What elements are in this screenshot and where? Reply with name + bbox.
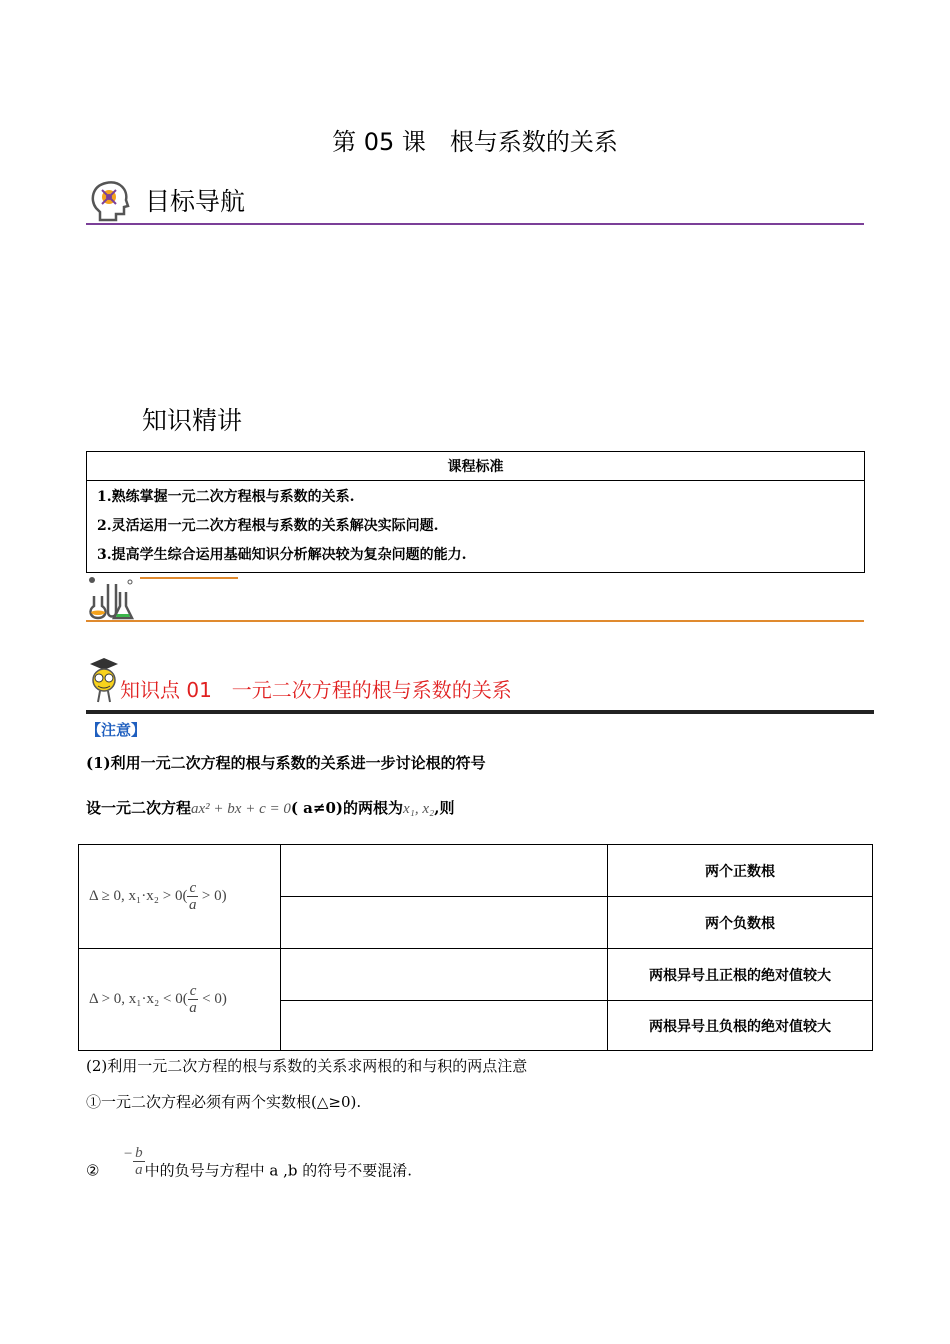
denominator: a bbox=[189, 1000, 197, 1016]
text: ,则 bbox=[434, 799, 455, 817]
course-standard-table bbox=[86, 451, 865, 573]
condition: Δ > 0, x₁·x₂ < 0( bbox=[89, 990, 188, 1007]
empty-cell bbox=[281, 1001, 608, 1051]
condition-cell bbox=[79, 949, 281, 1051]
result-cell: 两个负数根 bbox=[608, 897, 873, 949]
equation: ax² + bx + c = 0 bbox=[191, 801, 291, 817]
result-cell: 两根异号且负根的绝对值较大 bbox=[608, 1001, 873, 1051]
table-header: 课程标准 bbox=[87, 452, 865, 481]
text: ( a≠0)的两根为 bbox=[290, 799, 404, 817]
result-cell: 两个正数根 bbox=[608, 845, 873, 897]
denominator: a bbox=[135, 1162, 143, 1178]
text: ② bbox=[86, 1161, 100, 1180]
paragraph bbox=[86, 1145, 413, 1188]
knowledge-point-heading: 知识点 01 一元二次方程的根与系数的关系 bbox=[120, 678, 512, 702]
minus-sign: − bbox=[123, 1145, 134, 1162]
numerator: c bbox=[189, 983, 197, 999]
note-label: 【注意】 bbox=[86, 721, 147, 739]
divider bbox=[86, 710, 874, 714]
condition: > 0) bbox=[198, 887, 227, 904]
denominator: a bbox=[189, 897, 197, 913]
empty-cell bbox=[281, 845, 608, 897]
divider bbox=[86, 620, 864, 622]
condition: < 0) bbox=[198, 990, 227, 1007]
divider bbox=[140, 577, 238, 579]
numerator: c bbox=[189, 880, 197, 896]
knowledge-heading: 知识精讲 bbox=[142, 406, 243, 435]
empty-cell bbox=[281, 949, 608, 1001]
condition: Δ ≥ 0, x₁·x₂ > 0( bbox=[89, 887, 188, 904]
scholar-mascot-icon bbox=[86, 656, 122, 704]
list-item: 1.熟练掌握一元二次方程根与系数的关系. bbox=[97, 489, 355, 505]
root-sign-table bbox=[78, 844, 873, 1051]
result-cell: 两根异号且正根的绝对值较大 bbox=[608, 949, 873, 1001]
brain-icon bbox=[88, 178, 132, 222]
list-item: 3.提高学生综合运用基础知识分析解决较为复杂问题的能力. bbox=[97, 547, 467, 563]
goal-nav-heading: 目标导航 bbox=[145, 187, 246, 216]
paragraph: (1)利用一元二次方程的根与系数的关系进一步讨论根的符号 bbox=[86, 754, 486, 772]
text: 设一元二次方程 bbox=[86, 799, 192, 817]
divider bbox=[86, 223, 864, 225]
condition-cell bbox=[79, 845, 281, 949]
fraction bbox=[133, 1145, 145, 1178]
flask-icon bbox=[86, 576, 136, 620]
paragraph: (2)利用一元二次方程的根与系数的关系求两根的和与积的两点注意 bbox=[86, 1057, 528, 1075]
empty-cell bbox=[281, 897, 608, 949]
page-title: 第 05 课 根与系数的关系 bbox=[332, 128, 618, 156]
numerator: b bbox=[135, 1145, 143, 1161]
equation-paragraph bbox=[86, 797, 455, 818]
list-item: 2.灵活运用一元二次方程根与系数的关系解决实际问题. bbox=[97, 518, 439, 534]
paragraph: ①一元二次方程必须有两个实数根(△≥0). bbox=[86, 1093, 362, 1111]
fraction bbox=[187, 880, 198, 913]
fraction bbox=[188, 983, 199, 1016]
text: 中的负号与方程中 a ,b 的符号不要混淆. bbox=[144, 1161, 413, 1180]
roots: x₁, x₂ bbox=[403, 801, 435, 817]
